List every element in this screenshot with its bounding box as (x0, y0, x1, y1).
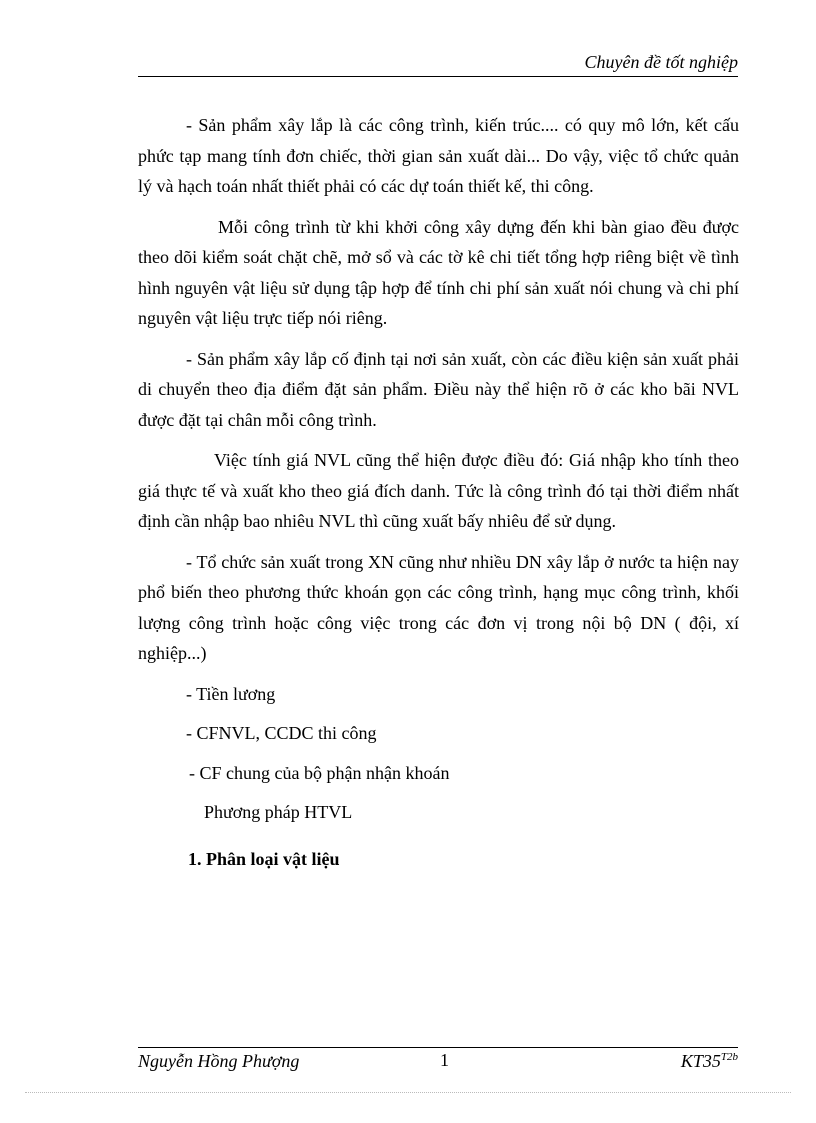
list-item: - Tiền lương (186, 683, 276, 704)
footer-code-text: KT35 (680, 1051, 721, 1071)
footer-code (681, 1051, 738, 1072)
list-item: - CFNVL, CCDC thi công (186, 723, 377, 743)
paragraph: Mỗi công trình từ khi khởi công xây dựng đến khi bàn giao đều được theo dõi kiểm soát chặt chẽ, mở sổ và các tờ kê chi tiết tổng hợp riêng biệt về tình hình nguyên vật liệu sử dụng tập hợp để tính chi phí sản xuất nói chung và chi phí nguyên vật liệu trực tiếp nói riêng. (138, 216, 739, 328)
page-number: 1 (440, 1050, 449, 1070)
page-footer (138, 1047, 738, 1071)
paragraph: Việc tính giá NVL cũng thể hiện được điều đó: Giá nhập kho tính theo giá thực tế và xuất kho theo giá đích danh. Tức là công trình đó tại thời điểm nhất định cần nhập bao nhiêu NVL thì cũng xuất bấy nhiêu để sử dụng. (138, 450, 739, 531)
paragraph: - Tổ chức sản xuất trong XN cũng như nhiều DN xây lắp ở nước ta hiện nay phổ biến theo phương thức khoán gọn các công trình, hạng mục công trình, khối lượng công trình hoặc công việc trong các đơn vị trong nội bộ DN ( đội, xí nghiệp...) (138, 551, 739, 663)
paragraph: - Sản phẩm xây lắp là các công trình, kiến trúc.... có quy mô lớn, kết cấu phức tạp mang tính đơn chiếc, thời gian sản xuất dài... Do vậy, việc tổ chức quản lý và hạch toán nhất thiết phải có các dự toán thiết kế, thi công. (138, 115, 739, 196)
footer-author: Nguyễn Hồng Phượng (138, 1051, 300, 1071)
paragraph: - Sản phẩm xây lắp cố định tại nơi sản xuất, còn các điều kiện sản xuất phải di chuyển theo địa điểm đặt sản phẩm. Điều này thể hiện rõ ở các kho bãi NVL được đặt tại chân mỗi công trình. (138, 348, 739, 430)
list-item: - CF chung của bộ phận nhận khoán (189, 762, 450, 783)
method-label: Phương pháp HTVL (204, 802, 353, 822)
header-title: Chuyên đề tốt nghiệp (584, 52, 738, 72)
footer-code-superscript: T2b (720, 1051, 738, 1063)
page-edge-divider (25, 1092, 791, 1093)
document-body (138, 110, 739, 874)
section-heading: 1. Phân loại vật liệu (188, 848, 340, 869)
page-header (138, 50, 738, 77)
